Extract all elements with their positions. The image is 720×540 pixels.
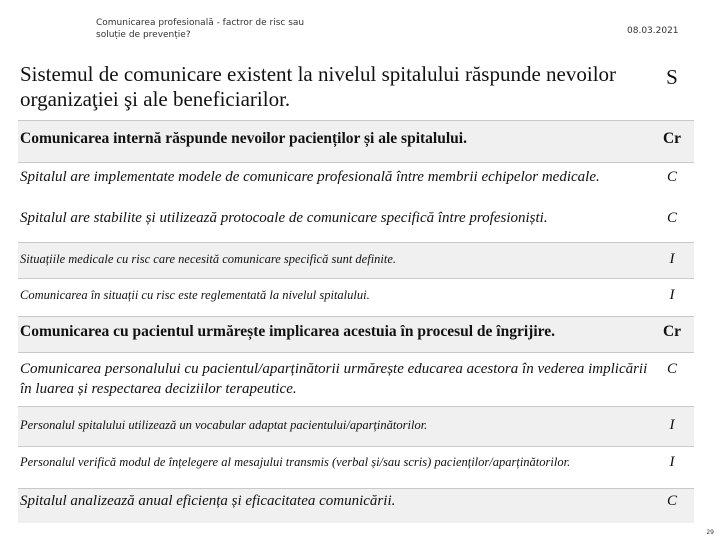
row-code: S	[666, 65, 678, 89]
row-code: C	[666, 361, 677, 377]
row-code: Cr	[662, 323, 682, 340]
table-row	[18, 278, 694, 317]
table-row	[18, 242, 694, 279]
row-text: Spitalul are stabilite și utilizează protocoale de comunicare specifică între profesioniști.	[20, 210, 548, 226]
row-code: C	[666, 493, 677, 509]
row-text: Comunicarea în situații cu risc este reglementată la nivelul spitalului.	[20, 288, 370, 302]
row-code: I	[669, 287, 675, 303]
page-number: 29	[706, 529, 714, 536]
row-text: Spitalul are implementate modele de comunicare profesională între membrii echipelor medicale.	[20, 169, 600, 185]
table-row	[18, 352, 694, 407]
table-row	[18, 58, 694, 120]
row-text: Situațiile medicale cu risc care necesită comunicare specifică sunt definite.	[20, 252, 397, 266]
row-text: Spitalul analizează anual eficiența și eficacitatea comunicării.	[20, 493, 396, 509]
row-text: Personalul verifică modul de înțelegere al mesajului transmis (verbal și/sau scris) pacienților/aparținătorilor.	[20, 455, 571, 469]
table-row	[18, 446, 694, 489]
row-text: Personalul spitalului utilizează un vocabular adaptat pacientului/aparținătorilor.	[20, 418, 428, 432]
row-code: I	[669, 251, 675, 267]
table-row	[18, 162, 694, 207]
presentation-date: 08.03.2021	[627, 26, 679, 36]
row-code: I	[669, 454, 675, 470]
presentation-subject: Comunicarea profesională - factror de risc sau soluție de prevenție?	[96, 18, 305, 40]
row-code: C	[666, 210, 677, 226]
row-text: Sistemul de comunicare existent la nivelul spitalului răspunde nevoilor organizaţiei şi ale beneficiarilor.	[20, 62, 617, 111]
row-code: Cr	[662, 130, 682, 147]
row-code: C	[666, 169, 677, 185]
row-text: Comunicarea personalului cu pacientul/aparținătorii urmărește educarea acestora în vederea implicării în luarea și respectarea deciziilor terapeutice.	[20, 361, 648, 397]
table-row	[18, 120, 694, 163]
table-row	[18, 316, 694, 353]
table-row	[18, 488, 694, 523]
row-text: Comunicarea internă răspunde nevoilor pacienților și ale spitalului.	[20, 130, 467, 147]
table-row	[18, 206, 694, 242]
table-row	[18, 406, 694, 447]
row-code: I	[669, 417, 675, 433]
row-text: Comunicarea cu pacientul urmărește implicarea acestuia în procesul de îngrijire.	[20, 323, 555, 340]
